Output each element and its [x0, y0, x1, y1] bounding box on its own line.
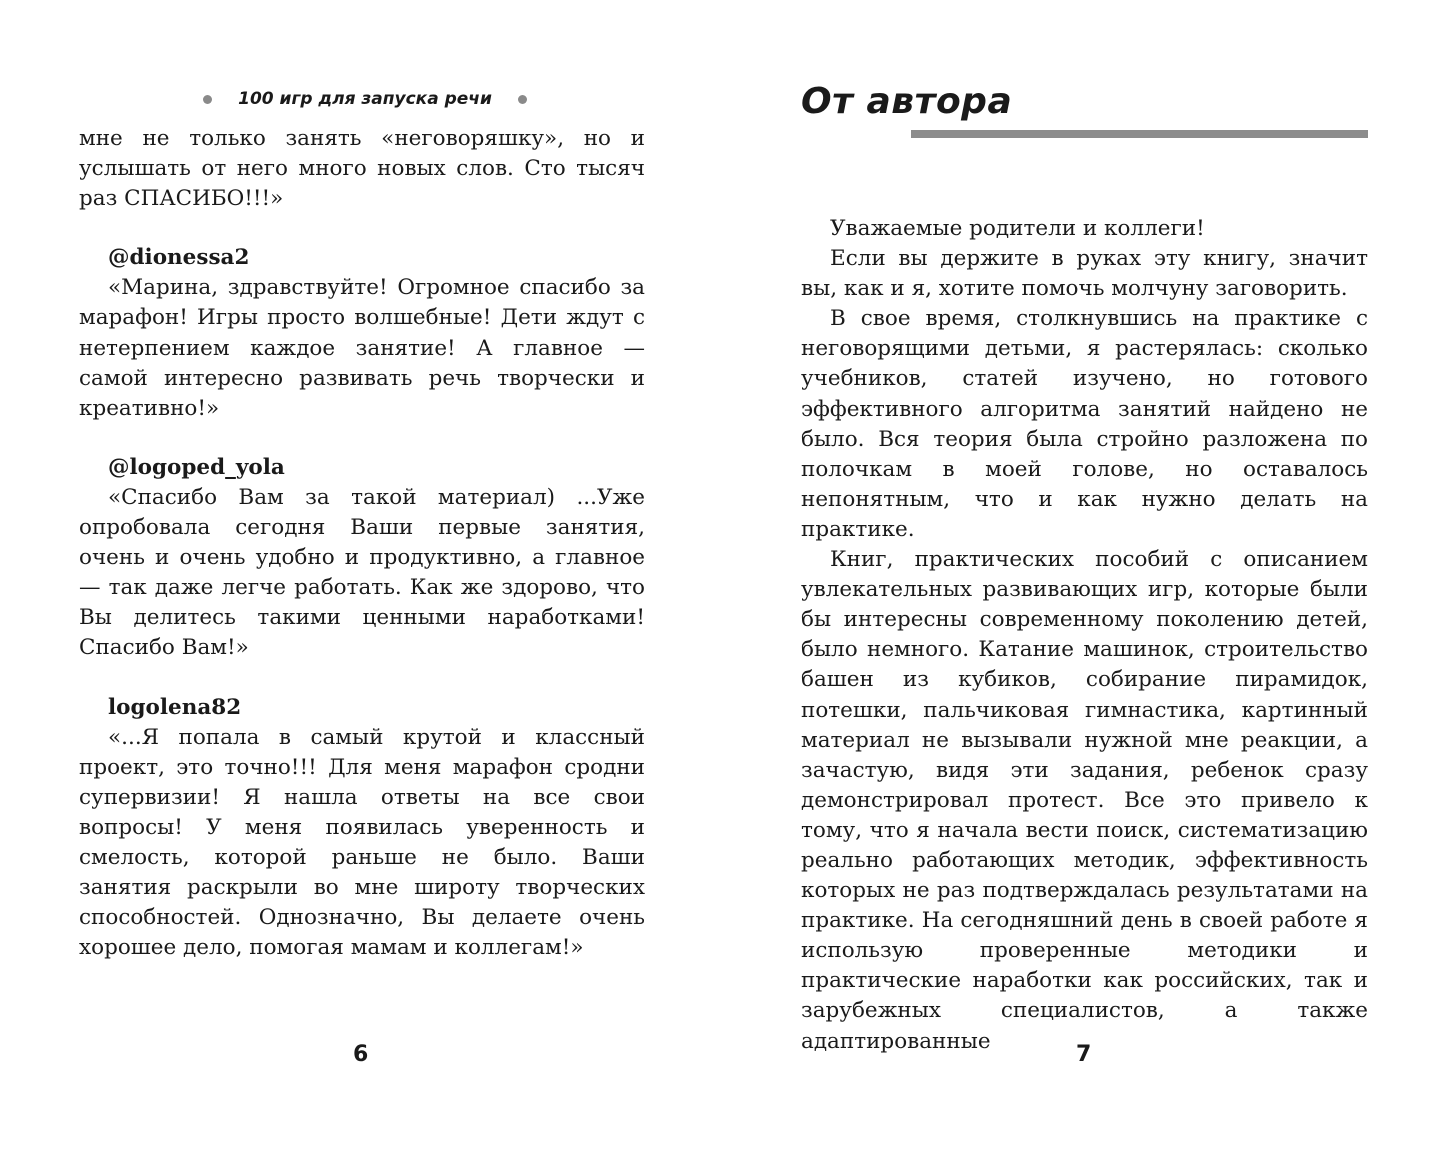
review-text: «...Я попала в самый крутой и классный проект, это точно!!! Для меня марафон сродни супервизии! Я нашла ответы на все свои вопросы! У меня появилась уверенность и смелость, которой раньше не было. Ваши занятия раскрыли во мне широту творческих способностей. Однозначно, Вы делаете очень хорошее дело, помогая мамам и коллегам!»: [79, 724, 645, 961]
review-author: @logoped_yola: [108, 454, 285, 480]
page-number: 7: [1076, 1042, 1092, 1067]
body-paragraph: Уважаемые родители и коллеги!: [830, 216, 1205, 241]
running-head-text: 100 игр для запуска речи: [238, 89, 492, 109]
review-author: logolena82: [108, 694, 242, 720]
body-paragraph: Книг, практических пособий с описанием увлекательных развивающих игр, которые были бы интересны современному поколению детей, было немного. Катание машинок, строительство башен из кубиков, собирание пирамидок, потешки, пальчиковая гимнастика, картинный материал не вызывали нужной мне реакции, а зачастую, видя эти задания, ребенок сразу демонстрировал протест. Все это привело к тому, что я начала вести поиск, систематизацию реально работающих методик, эффективность которых не раз подтверждалась результатами на практике. На сегодняшний день в своей работе я использую проверенные методики и практические наработки как российских, так и зарубежных специалистов, а также адаптированные: [801, 547, 1368, 1054]
review-text: «Марина, здравствуйте! Огромное спасибо за марафон! Игры просто волшебные! Дети ждут с нетерпением каждое занятие! А главное — самой интересно развивать речь творчески и креативно!»: [79, 275, 645, 421]
review-author: @dionessa2: [108, 245, 250, 271]
chapter-title: От автора: [801, 81, 1013, 122]
left-text-column: [79, 124, 645, 963]
continued-paragraph: мне не только занять «неговоряшку», но и услышать от него много новых слов. Сто тысяч раз СПАСИБО!!!»: [79, 126, 645, 212]
body-paragraph: Если вы держите в руках эту книгу, значит вы, как и я, хотите помочь молчуну заговорить.: [801, 246, 1368, 302]
review-text: «Спасибо Вам за такой материал) ...Уже опробовала сегодня Ваши первые занятия, очень и очень удобно и продуктивно, а главное — так даже легче работать. Как же здорово, что Вы делитесь такими ценными наработками! Спасибо Вам!»: [79, 484, 645, 661]
body-paragraph: В свое время, столкнувшись на практике с неговорящими детьми, я растерялась: сколько учебников, статей изучено, но готового эффективного алгоритма занятий найдено не было. Вся теория была стройно разложена по полочкам в моей голове, но оставалось непонятным, что и как нужно делать на практике.: [801, 306, 1368, 542]
right-text-column: [801, 214, 1368, 1057]
page-number: 6: [353, 1042, 369, 1067]
title-underline-rule: [911, 130, 1368, 138]
left-page: [0, 0, 722, 1156]
bullet-dot-icon: [203, 95, 212, 104]
bullet-dot-icon: [518, 95, 527, 104]
running-head: [205, 84, 525, 114]
right-page: [722, 0, 1445, 1156]
